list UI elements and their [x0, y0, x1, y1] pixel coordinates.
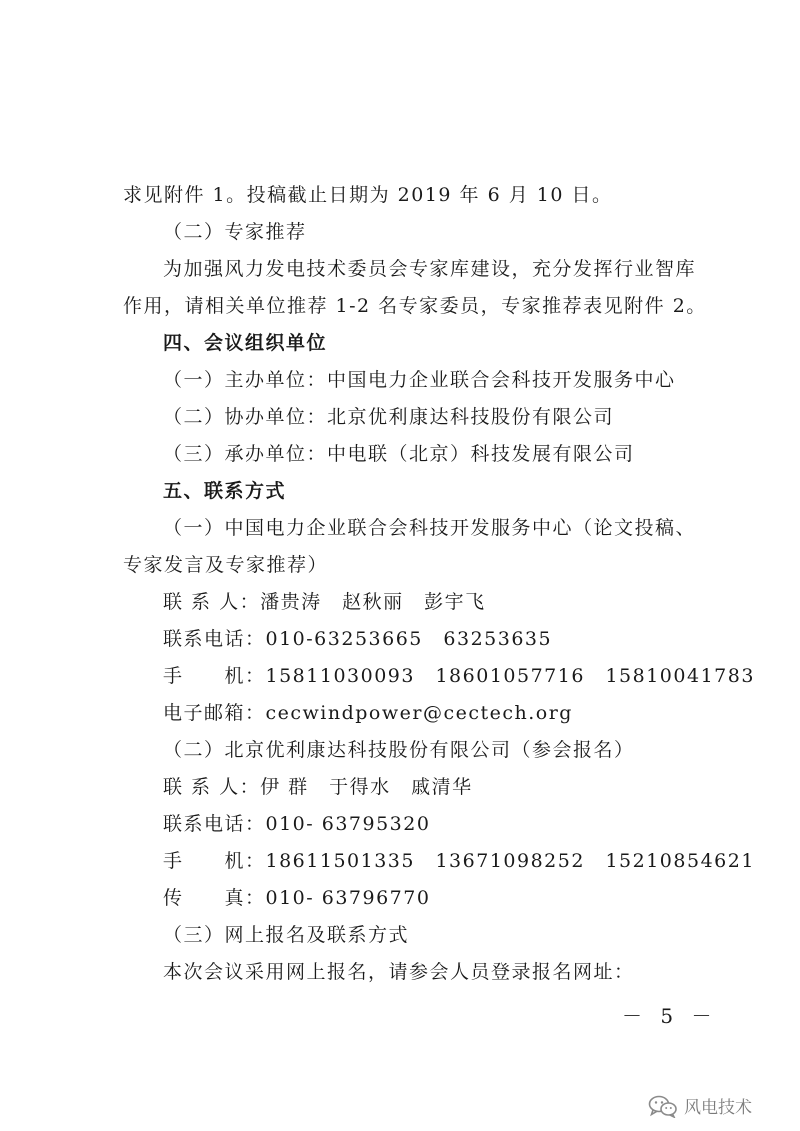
text-line-contact-org-1-cont: 专家发言及专家推荐） — [123, 554, 329, 576]
watermark-text: 风电技术 — [684, 1098, 752, 1118]
section-heading-organizers: 四、会议组织单位 — [163, 332, 328, 354]
subheading-online-registration: （三）网上报名及联系方式 — [163, 924, 410, 946]
text-line-fax: 传 真：010- 63796770 — [163, 887, 431, 909]
text-line-deadline: 求见附件 1。投稿截止日期为 2019 年 6 月 10 日。 — [123, 184, 613, 206]
text-line-phone-2: 联系电话：010- 63795320 — [163, 813, 431, 835]
text-line-contact-persons-1: 联 系 人：潘贵涛 赵秋丽 彭宇飞 — [163, 591, 486, 613]
text-line-registration: 本次会议采用网上报名，请参会人员登录报名网址： — [163, 961, 635, 983]
text-line-host: （一）主办单位：中国电力企业联合会科技开发服务中心 — [163, 369, 676, 391]
wechat-icon — [648, 1094, 678, 1118]
text-line-mobile-1: 手 机：15811030093 18601057716 15810041783 — [163, 665, 755, 687]
text-line-mobile-2: 手 机：18611501335 13671098252 15210854621 — [163, 850, 755, 872]
watermark — [648, 1093, 752, 1118]
text-line-phone-1: 联系电话：010-63253665 63253635 — [163, 628, 553, 650]
subheading-expert-recommendation: （二）专家推荐 — [163, 221, 307, 243]
text-line-recommend-2: 作用，请相关单位推荐 1-2 名专家委员，专家推荐表见附件 2。 — [123, 295, 707, 317]
text-line-email: 电子邮箱：cecwindpower@cectech.org — [163, 702, 573, 724]
text-line-co-organizer: （二）协办单位：北京优利康达科技股份有限公司 — [163, 406, 615, 428]
text-line-undertaker: （三）承办单位：中电联（北京）科技发展有限公司 — [163, 443, 635, 465]
page-number: － 5 － — [622, 1004, 718, 1028]
text-line-recommend-1: 为加强风力发电技术委员会专家库建设，充分发挥行业智库 — [163, 258, 697, 280]
section-heading-contacts: 五、联系方式 — [163, 480, 287, 502]
text-line-contact-org-1: （一）中国电力企业联合会科技开发服务中心（论文投稿、 — [163, 517, 697, 539]
text-line-contact-org-2: （二）北京优利康达科技股份有限公司（参会报名） — [163, 739, 635, 761]
text-line-contact-persons-2: 联 系 人：伊 群 于得水 戚清华 — [163, 776, 473, 798]
